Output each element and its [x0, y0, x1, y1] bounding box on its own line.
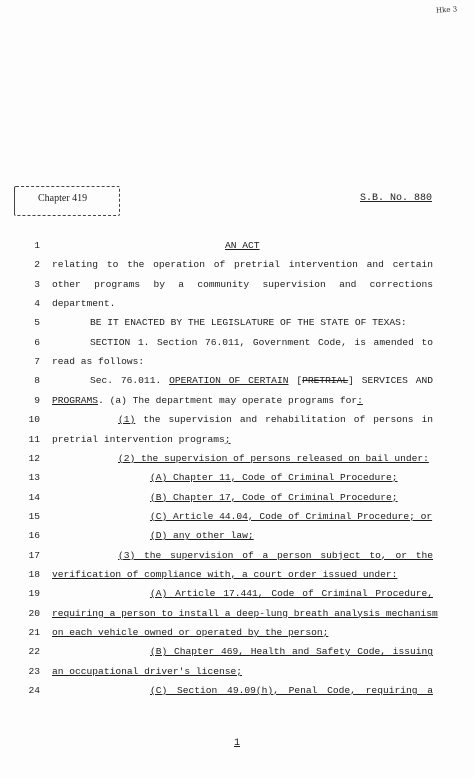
line-text: [90, 314, 407, 331]
line-number: 3: [34, 278, 40, 290]
line-text: [150, 527, 254, 544]
bill-line: [0, 566, 474, 583]
bill-line: [0, 237, 474, 254]
line-text: [150, 489, 398, 506]
line-number: 6: [34, 336, 40, 348]
bill-number: [360, 193, 432, 204]
underlined-text: OPERATION OF CERTAIN: [169, 375, 289, 387]
underlined-text: an occupational driver's license;: [52, 665, 242, 677]
underlined-text: verification of compliance with, a court order issued under:: [52, 568, 398, 580]
bill-line: [0, 547, 474, 564]
struck-text: PRETRIAL: [302, 375, 349, 387]
line-text: [118, 547, 433, 564]
line-number: 9: [34, 394, 40, 406]
bill-number-text: S.B. No. 880: [360, 193, 433, 204]
line-text: [52, 392, 363, 409]
line-text: [52, 663, 242, 680]
line-text: [90, 334, 433, 351]
bill-line: [0, 585, 474, 602]
line-number: 4: [34, 298, 40, 310]
line-number: 10: [28, 414, 40, 426]
line-number: 7: [34, 356, 40, 368]
bill-line: [0, 682, 474, 699]
line-text: [52, 276, 433, 293]
bill-line: [0, 314, 474, 331]
line-number: 15: [28, 510, 40, 522]
line-number: 14: [28, 491, 40, 503]
line-number: 17: [28, 549, 40, 561]
text-segment: . (a) The department may operate programs for: [98, 394, 358, 406]
line-text: [150, 643, 433, 660]
line-number: 18: [28, 568, 40, 580]
text-segment: BE IT ENACTED BY THE LEGISLATURE OF THE STATE OF TEXAS:: [90, 317, 407, 329]
underlined-text: (2) the supervision of persons released on bail under:: [118, 452, 429, 464]
text-segment: ] SERVICES AND: [348, 375, 433, 387]
underlined-text: (A) Chapter 11, Code of Criminal Procedure;: [150, 472, 398, 484]
underlined-text: :: [357, 394, 363, 406]
line-text: [150, 508, 432, 525]
line-text: [118, 450, 429, 467]
line-number: 23: [28, 665, 40, 677]
underlined-text: requiring a person to install a deep-lung breath analysis mechanism: [52, 607, 438, 619]
bill-line: [0, 276, 474, 293]
underlined-text: on each vehicle owned or operated by the person;: [52, 627, 329, 638]
underlined-text: (B) Chapter 469, Health and Safety Code, issuing: [150, 646, 433, 658]
text-segment: Sec. 76.011.: [90, 375, 170, 387]
text-segment: department.: [52, 298, 116, 310]
line-number: 5: [34, 317, 40, 329]
line-text: [150, 585, 433, 602]
line-text: [118, 411, 433, 428]
line-number: 2: [34, 259, 40, 271]
line-text: [150, 469, 398, 486]
line-number: 1: [34, 240, 40, 251]
underlined-text: ;: [224, 433, 231, 445]
text-segment: relating to the operation of pretrial intervention and certain: [52, 259, 433, 271]
line-number: 13: [28, 472, 40, 484]
bill-line: [0, 508, 474, 525]
bill-line: [0, 334, 474, 351]
underlined-text: (A) Article 17.441, Code of Criminal Procedure,: [150, 588, 433, 600]
line-text: [90, 372, 433, 389]
text-segment: SECTION 1. Section 76.011, Government Code, is amended to: [90, 336, 433, 348]
underlined-text: (1): [118, 414, 136, 426]
bill-line: [0, 392, 474, 409]
text-segment: [: [288, 375, 303, 387]
line-text: [150, 682, 433, 699]
text-segment: the supervision and rehabilitation of persons in: [135, 414, 433, 426]
bill-line: [0, 431, 474, 448]
line-text: [52, 566, 397, 583]
line-number: 19: [28, 588, 40, 600]
line-text: [52, 295, 115, 312]
line-number: 20: [28, 607, 40, 619]
bill-line: [0, 663, 474, 680]
line-text: [52, 431, 230, 448]
line-text: [52, 256, 433, 273]
line-number: 24: [28, 685, 40, 697]
underlined-text: (D) any other law;: [150, 530, 254, 542]
bill-line: [0, 256, 474, 273]
line-number: 22: [28, 646, 40, 658]
bill-line: [0, 411, 474, 428]
bill-line: [0, 527, 474, 544]
line-text: [225, 237, 260, 254]
bill-line: [0, 372, 474, 389]
handwritten-note: Hke 3: [435, 5, 458, 15]
line-number: 21: [28, 627, 40, 638]
underlined-text: PROGRAMS: [52, 394, 99, 406]
line-number: 16: [28, 530, 40, 542]
text-segment: other programs by a community supervision and corrections: [52, 278, 433, 290]
bill-line: [0, 450, 474, 467]
bill-line: [0, 624, 474, 641]
underlined-text: (C) Article 44.04, Code of Criminal Procedure; or: [150, 510, 433, 522]
line-number: 12: [28, 452, 40, 464]
line-text: [52, 624, 328, 641]
line-number: 8: [34, 375, 40, 387]
line-number: 11: [28, 433, 40, 445]
underlined-text: (C) Section 49.09(h), Penal Code, requiring a: [150, 685, 433, 697]
bill-line: [0, 643, 474, 660]
bill-line: [0, 353, 474, 370]
underlined-text: (B) Chapter 17, Code of Criminal Procedure;: [150, 491, 398, 503]
underlined-text: AN ACT: [225, 240, 260, 251]
text-segment: read as follows:: [52, 356, 145, 368]
text-segment: pretrial intervention programs: [52, 433, 225, 445]
line-text: [52, 605, 438, 622]
bill-line: [0, 489, 474, 506]
bill-line: [0, 295, 474, 312]
page-number: 1: [233, 738, 240, 749]
bill-line: [0, 605, 474, 622]
underlined-text: (3) the supervision of a person subject to, or the: [118, 549, 433, 561]
line-text: [52, 353, 144, 370]
bill-line: [0, 469, 474, 486]
chapter-label: Chapter 419: [38, 193, 88, 204]
